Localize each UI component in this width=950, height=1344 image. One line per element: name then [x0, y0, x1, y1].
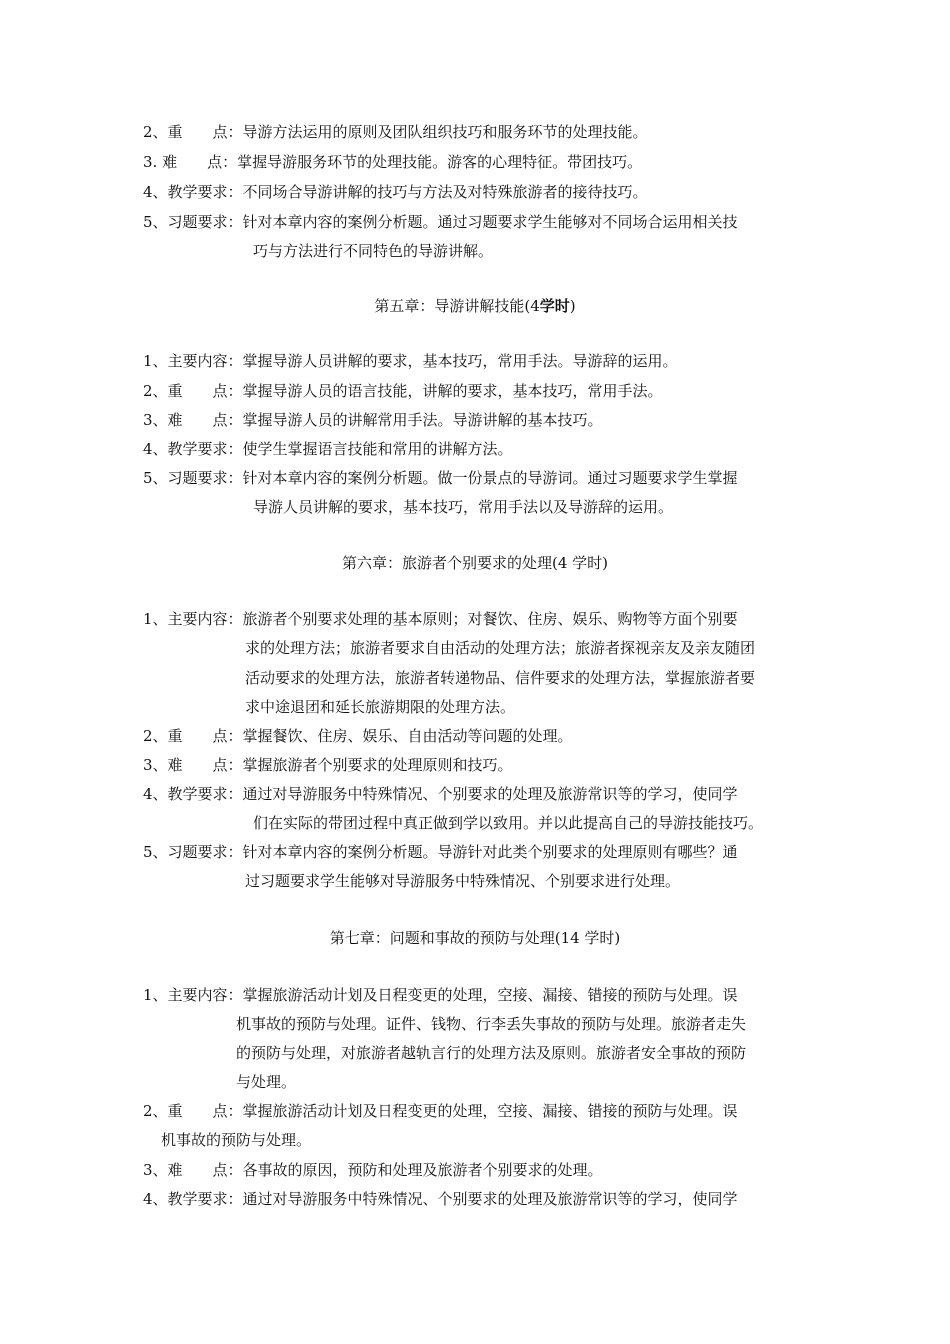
point-key: 2、重 点：导游方法运用的原则及团队组织技巧和服务环节的处理技能。 — [143, 123, 648, 141]
ch6-main-content-cont: 活动要求的处理方法，旅游者转递物品、信件要求的处理方法，掌握旅游者要 — [245, 669, 756, 687]
ch7-main-content: 1、主要内容：掌握旅游活动计划及日程变更的处理，空接、漏接、错接的预防与处理。误 — [143, 986, 738, 1004]
ch5-main-content: 1、主要内容：掌握导游人员讲解的要求，基本技巧，常用手法。导游辞的运用。 — [143, 352, 678, 370]
ch6-key: 2、重 点：掌握餐饮、住房、娱乐、自由活动等问题的处理。 — [143, 727, 573, 745]
chapter-7-title: 第七章：问题和事故的预防与处理(14 学时) — [329, 929, 621, 947]
ch5-difficulty: 3、难 点：掌握导游人员的讲解常用手法。导游讲解的基本技巧。 — [143, 411, 603, 429]
ch7-difficulty: 3、难 点：各事故的原因，预防和处理及旅游者个别要求的处理。 — [143, 1161, 603, 1179]
point-difficulty: 3. 难 点：掌握导游服务环节的处理技能。游客的心理特征。带团技巧。 — [143, 153, 643, 171]
ch7-main-content-cont: 机事故的预防与处理。证件、钱物、行李丢失事故的预防与处理。旅游者走失 — [236, 1015, 747, 1033]
ch6-main-content: 1、主要内容：旅游者个别要求处理的基本原则；对餐饮、住房、娱乐、购物等方面个别要 — [143, 610, 738, 628]
ch6-teaching: 4、教学要求：通过对导游服务中特殊情况、个别要求的处理及旅游常识等的学习，使同学 — [143, 785, 738, 803]
ch6-main-content-cont: 求中途退团和延长旅游期限的处理方法。 — [245, 698, 516, 716]
point-teaching: 4、教学要求：不同场合导游讲解的技巧与方法及对特殊旅游者的接待技巧。 — [143, 183, 648, 201]
ch7-teaching: 4、教学要求：通过对导游服务中特殊情况、个别要求的处理及旅游常识等的学习，使同学 — [143, 1190, 738, 1208]
ch6-exercise-cont: 过习题要求学生能够对导游服务中特殊情况、个别要求进行处理。 — [245, 872, 681, 890]
ch6-main-content-cont: 求的处理方法；旅游者要求自由活动的处理方法；旅游者探视亲友及亲友随团 — [245, 639, 756, 657]
ch7-key: 2、重 点：掌握旅游活动计划及日程变更的处理，空接、漏接、错接的预防与处理。误 — [143, 1102, 738, 1120]
ch7-main-content-cont: 与处理。 — [236, 1073, 297, 1091]
point-exercise-cont: 巧与方法进行不同特色的导游讲解。 — [253, 242, 494, 260]
ch6-exercise: 5、习题要求：针对本章内容的案例分析题。导游针对此类个别要求的处理原则有哪些？通 — [143, 843, 738, 861]
ch6-difficulty: 3、难 点：掌握旅游者个别要求的处理原则和技巧。 — [143, 756, 513, 774]
ch5-teaching: 4、教学要求：使学生掌握语言技能和常用的讲解方法。 — [143, 440, 513, 458]
chapter-5-title: 第五章：导游讲解技能(4学时) — [374, 297, 576, 315]
chapter-6-title: 第六章：旅游者个别要求的处理(4 学时) — [341, 554, 609, 572]
ch5-exercise-cont: 导游人员讲解的要求，基本技巧，常用手法以及导游辞的运用。 — [253, 498, 674, 516]
point-exercise: 5、习题要求：针对本章内容的案例分析题。通过习题要求学生能够对不同场合运用相关技 — [143, 213, 738, 231]
ch6-teaching-cont: 们在实际的带团过程中真正做到学以致用。并以此提高自己的导游技能技巧。 — [253, 814, 764, 832]
ch5-exercise: 5、习题要求：针对本章内容的案例分析题。做一份景点的导游词。通过习题要求学生掌握 — [143, 469, 738, 487]
ch5-key: 2、重 点：掌握导游人员的语言技能，讲解的要求，基本技巧，常用手法。 — [143, 382, 663, 400]
ch7-main-content-cont: 的预防与处理，对旅游者越轨言行的处理方法及原则。旅游者安全事故的预防 — [236, 1044, 747, 1062]
ch7-key-cont: 机事故的预防与处理。 — [161, 1131, 312, 1149]
